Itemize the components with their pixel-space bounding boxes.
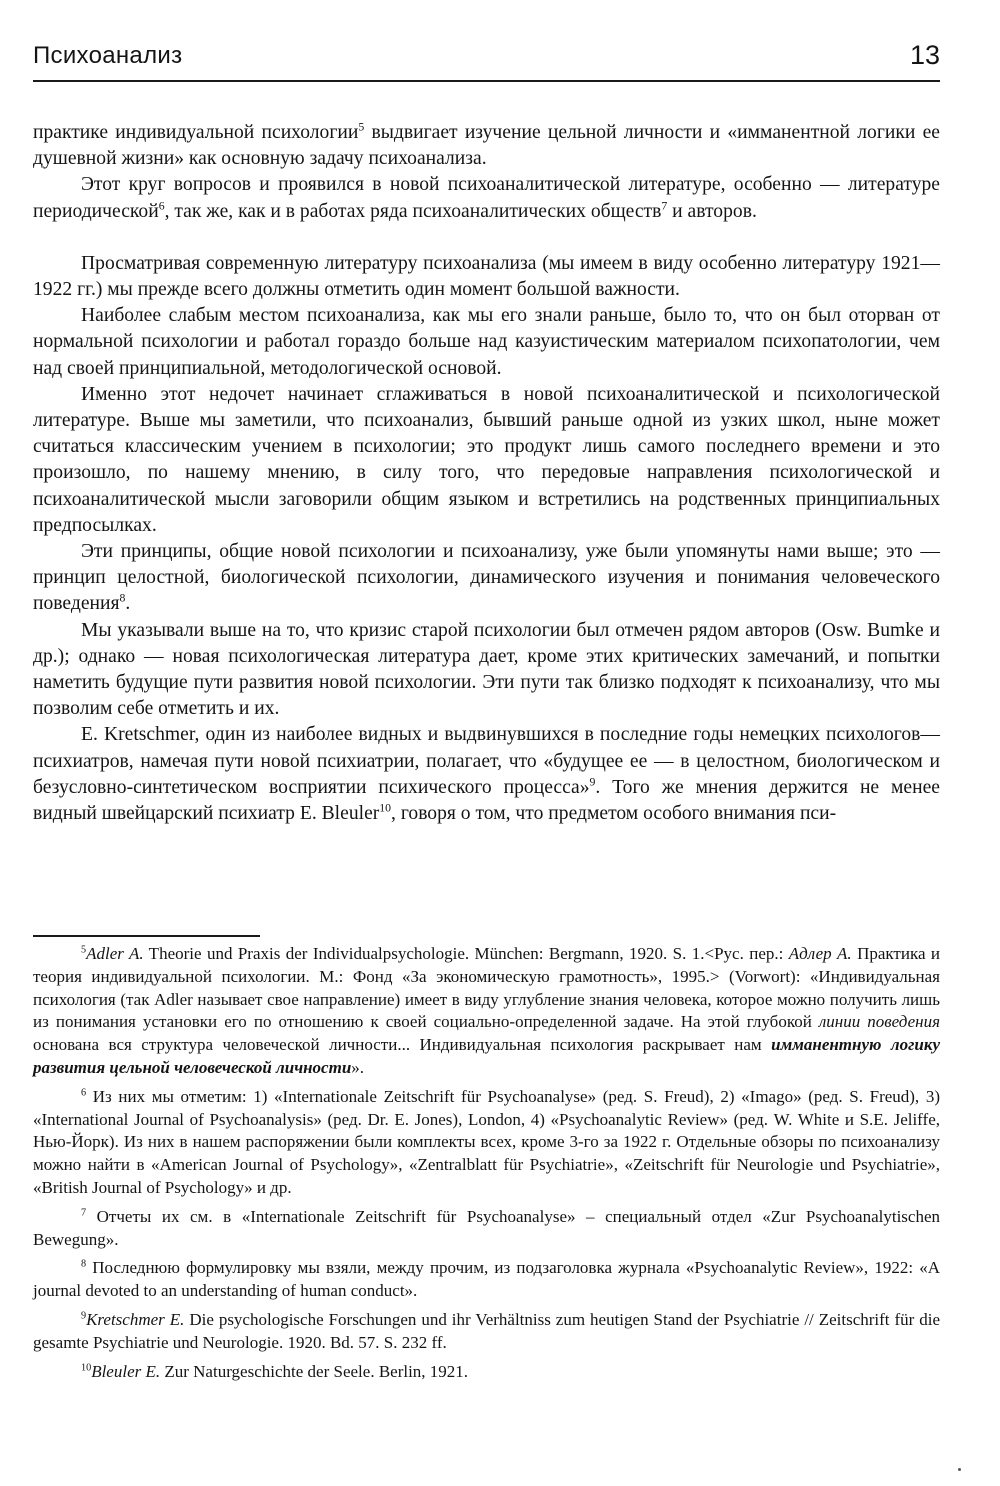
main-text — [33, 120, 940, 827]
footnote-ref-9[interactable]: 9 — [589, 775, 596, 789]
footnote-ref-8[interactable]: 8 — [119, 591, 126, 605]
paragraph-6: Эти принципы, общие новой психологии и психоанализу, уже были упомянуты нами выше; это — принцип целостной, биологической психологии, динамического изучения и понимания человеческого поведения$^8$. — [33, 541, 940, 615]
page-number: 13 — [909, 40, 940, 70]
footnote-9: $^9$Kretschmer E. Die psychologische Forschungen und ihr Verhältniss zum heutigen Stand der Psychiatrie // Zeitschrift für die gesamte Psychiatrie und Neurologie. 1920. Bd. 57. S. 232 ff. — [33, 1309, 941, 1352]
footnote-ref-7[interactable]: 7 — [661, 199, 668, 213]
footnote-6: $^6$ Из них мы отметим: 1) «Internationale Zeitschrift für Psychoanalyse» (ред. S. Freud), 2) «Imago» (ред. S. Freud), 3) «International Journal of Psychoanalysis» (ред. Dr. E. Jones), London, 4) «Psychoanalytic Review» (ред. W. White и S.E. Jeliffe, Нью-Йорк). Из них в нашем распоряжении были комплекты всех, кроме 3-го за 1922 г. Отдельные обзоры по психоанализу можно найти в «American Journal of Psychology», «Zentralblatt für Psychiatrie», «Zeitschrift für Neurologie und Psychiatrie», «British Journal of Psychology» и др. — [33, 1086, 940, 1197]
footnote-divider — [33, 935, 260, 937]
paragraph-5: Именно этот недочет начинает сглаживаться в новой психоаналитической и психологической литературе. Выше мы заметили, что психоанализ, бывший раньше одной из узких школ, ныне может считаться классическим учением в психологии; это продукт лишь самого последнего времени и это произошло, по нашему мнению, в силу того, что передовые направления психологической и психоаналитической мысли заговорили общим языком и встретились на родственных принципиальных предпосылках. — [33, 383, 940, 536]
footnote-ref-6[interactable]: 6 — [158, 199, 165, 213]
footnote-7: $^7$ Отчеты их см. в «Internationale Zeitschrift für Psychoanalyse» – специальный отдел «Zur Psychoanalytischen Bewegung». — [33, 1206, 940, 1249]
scan-speck — [958, 1468, 961, 1471]
paragraph-2: Этот круг вопросов и проявился в новой психоаналитической литературе, особенно — литературе периодической$^6$, так же, как и в работах ряда психоаналитических обществ$^7$ и авторов. — [33, 174, 940, 222]
paragraph-7: Мы указывали выше на то, что кризис старой психологии был отмечен рядом авторов (Osw. Bumke и др.); однако — новая психологическая литература дает, кроме этих критических замечаний, и попытки наметить будущие пути развития новой психологии. Эти пути так близко подходят к психоанализу, что мы позволим себе отметить и их. — [33, 619, 940, 720]
footnote-8: $^8$ Последнюю формулировку мы взяли, между прочим, из подзаголовка журнала «Psychoanalytic Review», 1922: «A journal devoted to an understanding of human conduct». — [33, 1258, 940, 1301]
page-header — [33, 40, 940, 82]
running-title: Психоанализ — [33, 42, 183, 69]
paragraph-4: Наиболее слабым местом психоанализа, как мы его знали раньше, было то, что он был оторван от нормальной психологии и работал гораздо больше над казуистическим материалом психопатологии, чем над своей принципиальной, методологической основой. — [33, 305, 940, 379]
paragraph-1: практике индивидуальной психологии$^5$ выдвигает изучение цельной личности и «имманентной логики ее душевной жизни» как основную задачу психоанализа. — [33, 120, 940, 170]
footnote-ref-5[interactable]: 5 — [358, 120, 365, 134]
footnote-ref-10[interactable]: 10 — [379, 801, 392, 815]
footnote-10: $^{10}$Bleuler E. Zur Naturgeschichte der Seele. Berlin, 1921. — [81, 1361, 469, 1381]
footnotes — [33, 943, 940, 1389]
footnote-5: $^5$Adler A. Theorie und Praxis der Individualpsychologie. München: Bergmann, 1920. S. 1.<Рус. пер.: Адлер А. Практика и теория индивидуальной психологии. М.: Фонд «За экономическую грамотность», 1995.> (Vorwort): «Индивидуальная психология (так Adler называет свое направление) имеет в виду углубление знания человека, которое можно получить лишь из понимания установки его по отношению к своей социально-определенной задаче. На этой глубокой линии поведения основана вся структура человеческой личности... Индивидуальная психология раскрывает нам имманентную логику развития цельной человеческой личности». — [33, 944, 940, 1077]
paragraph-3: Просматривая современную литературу психоанализа (мы имеем в виду особенно литературу 1921—1922 гг.) мы прежде всего должны отметить один момент большой важности. — [33, 252, 940, 301]
paragraph-8: E. Kretschmer, один из наиболее видных и выдвинувшихся в последние годы немецких психологов—психиатров, намечая пути новой психиатрии, полагает, что «будущее ее — в целостном, биологическом и безусловно-синтетическом восприятии психического процесса»$^9$. Того же мнения держится не менее видный швейцарский психиатр E. Bleuler$^{10}$, говоря о том, что предметом особого внимания пси- — [33, 724, 940, 825]
